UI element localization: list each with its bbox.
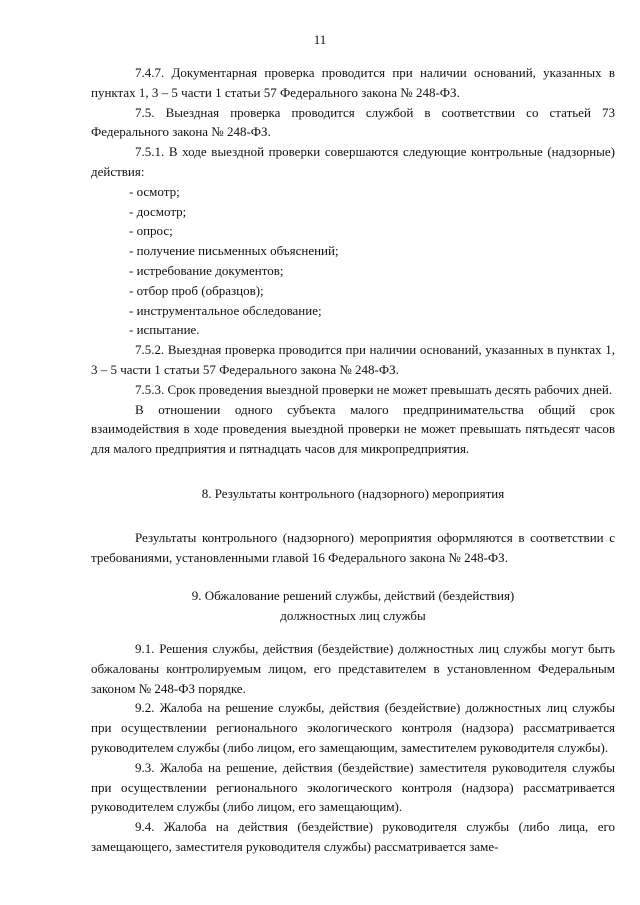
paragraph-9-4: 9.4. Жалоба на действия (бездействие) руководителя службы (либо лица, его замещающего, заместителя руководителя службы) рассматривается заме- — [91, 819, 615, 854]
list-item: - истребование документов; — [129, 262, 284, 278]
paragraph-9-1: 9.1. Решения службы, действия (бездействие) должностных лиц службы могут быть обжалованы контролируемым лицом, его представителем в установленном Федеральным законом № 248-ФЗ порядке. — [91, 640, 615, 696]
paragraph-7-5-2: 7.5.2. Выездная проверка проводится при наличии оснований, указанных в пунктах 1, 3 – 5 части 1 статьи 57 Федерального закона № 248-ФЗ. — [91, 342, 615, 377]
paragraph-9-3: 9.3. Жалоба на решение, действия (бездействие) заместителя руководителя службы при осуществлении регионального экологического контроля (надзора) рассматривается руководителем службы (либо лицом, его замещающим). — [91, 759, 615, 815]
paragraph-7-5-1: 7.5.1. В ходе выездной проверки совершаются следующие контрольные (надзорные) действия: — [91, 144, 615, 179]
page-number: 11 — [313, 32, 327, 47]
list-item: - инструментальное обследование; — [129, 302, 322, 318]
section-9-heading-line1: 9. Обжалование решений службы, действий (бездействия) — [191, 588, 515, 604]
list-item: - получение письменных объяснений; — [129, 243, 339, 259]
paragraph-9-2: 9.2. Жалоба на решение службы, действия (бездействие) должностных лиц службы при осуществлении регионального экологического контроля (надзора) рассматривается руководителем службы (либо лицом, его замещающим, заместителем руководителя службы). — [91, 700, 615, 755]
list-item: - досмотр; — [129, 203, 187, 219]
section-9-heading — [91, 586, 615, 626]
section-8-heading: 8. Результаты контрольного (надзорного) мероприятия — [201, 485, 505, 501]
paragraph-small-business-limit: В отношении одного субъекта малого предпринимательства общий срок взаимодействия в ходе проведения выездной проверки не может превышать пятьдесят часов для малого предприятия и пятнадцать часов для микропредприятия. — [91, 401, 615, 457]
paragraph-7-5: 7.5. Выездная проверка проводится службой в соответствии со статьей 73 Федерального закона № 248-ФЗ. — [91, 104, 615, 140]
list-item: - испытание. — [129, 322, 200, 338]
list-item: - осмотр; — [129, 183, 180, 199]
list-item: - опрос; — [129, 223, 173, 239]
document-body — [91, 63, 615, 857]
section-9-heading-line2: должностных лиц службы — [280, 608, 426, 624]
paragraph-7-4-7: 7.4.7. Документарная проверка проводится при наличии оснований, указанных в пунктах 1, 3 – 5 части 1 статьи 57 Федерального закона № 248-ФЗ. — [91, 65, 615, 100]
paragraph-7-5-3: 7.5.3. Срок проведения выездной проверки не может превышать десять рабочих дней. — [135, 381, 613, 397]
section-8-text: Результаты контрольного (надзорного) мероприятия оформляются в соответствии с требованиями, установленными главой 16 Федерального закона № 248-ФЗ. — [91, 529, 615, 565]
control-actions-list — [91, 182, 615, 340]
list-item: - отбор проб (образцов); — [129, 282, 264, 298]
